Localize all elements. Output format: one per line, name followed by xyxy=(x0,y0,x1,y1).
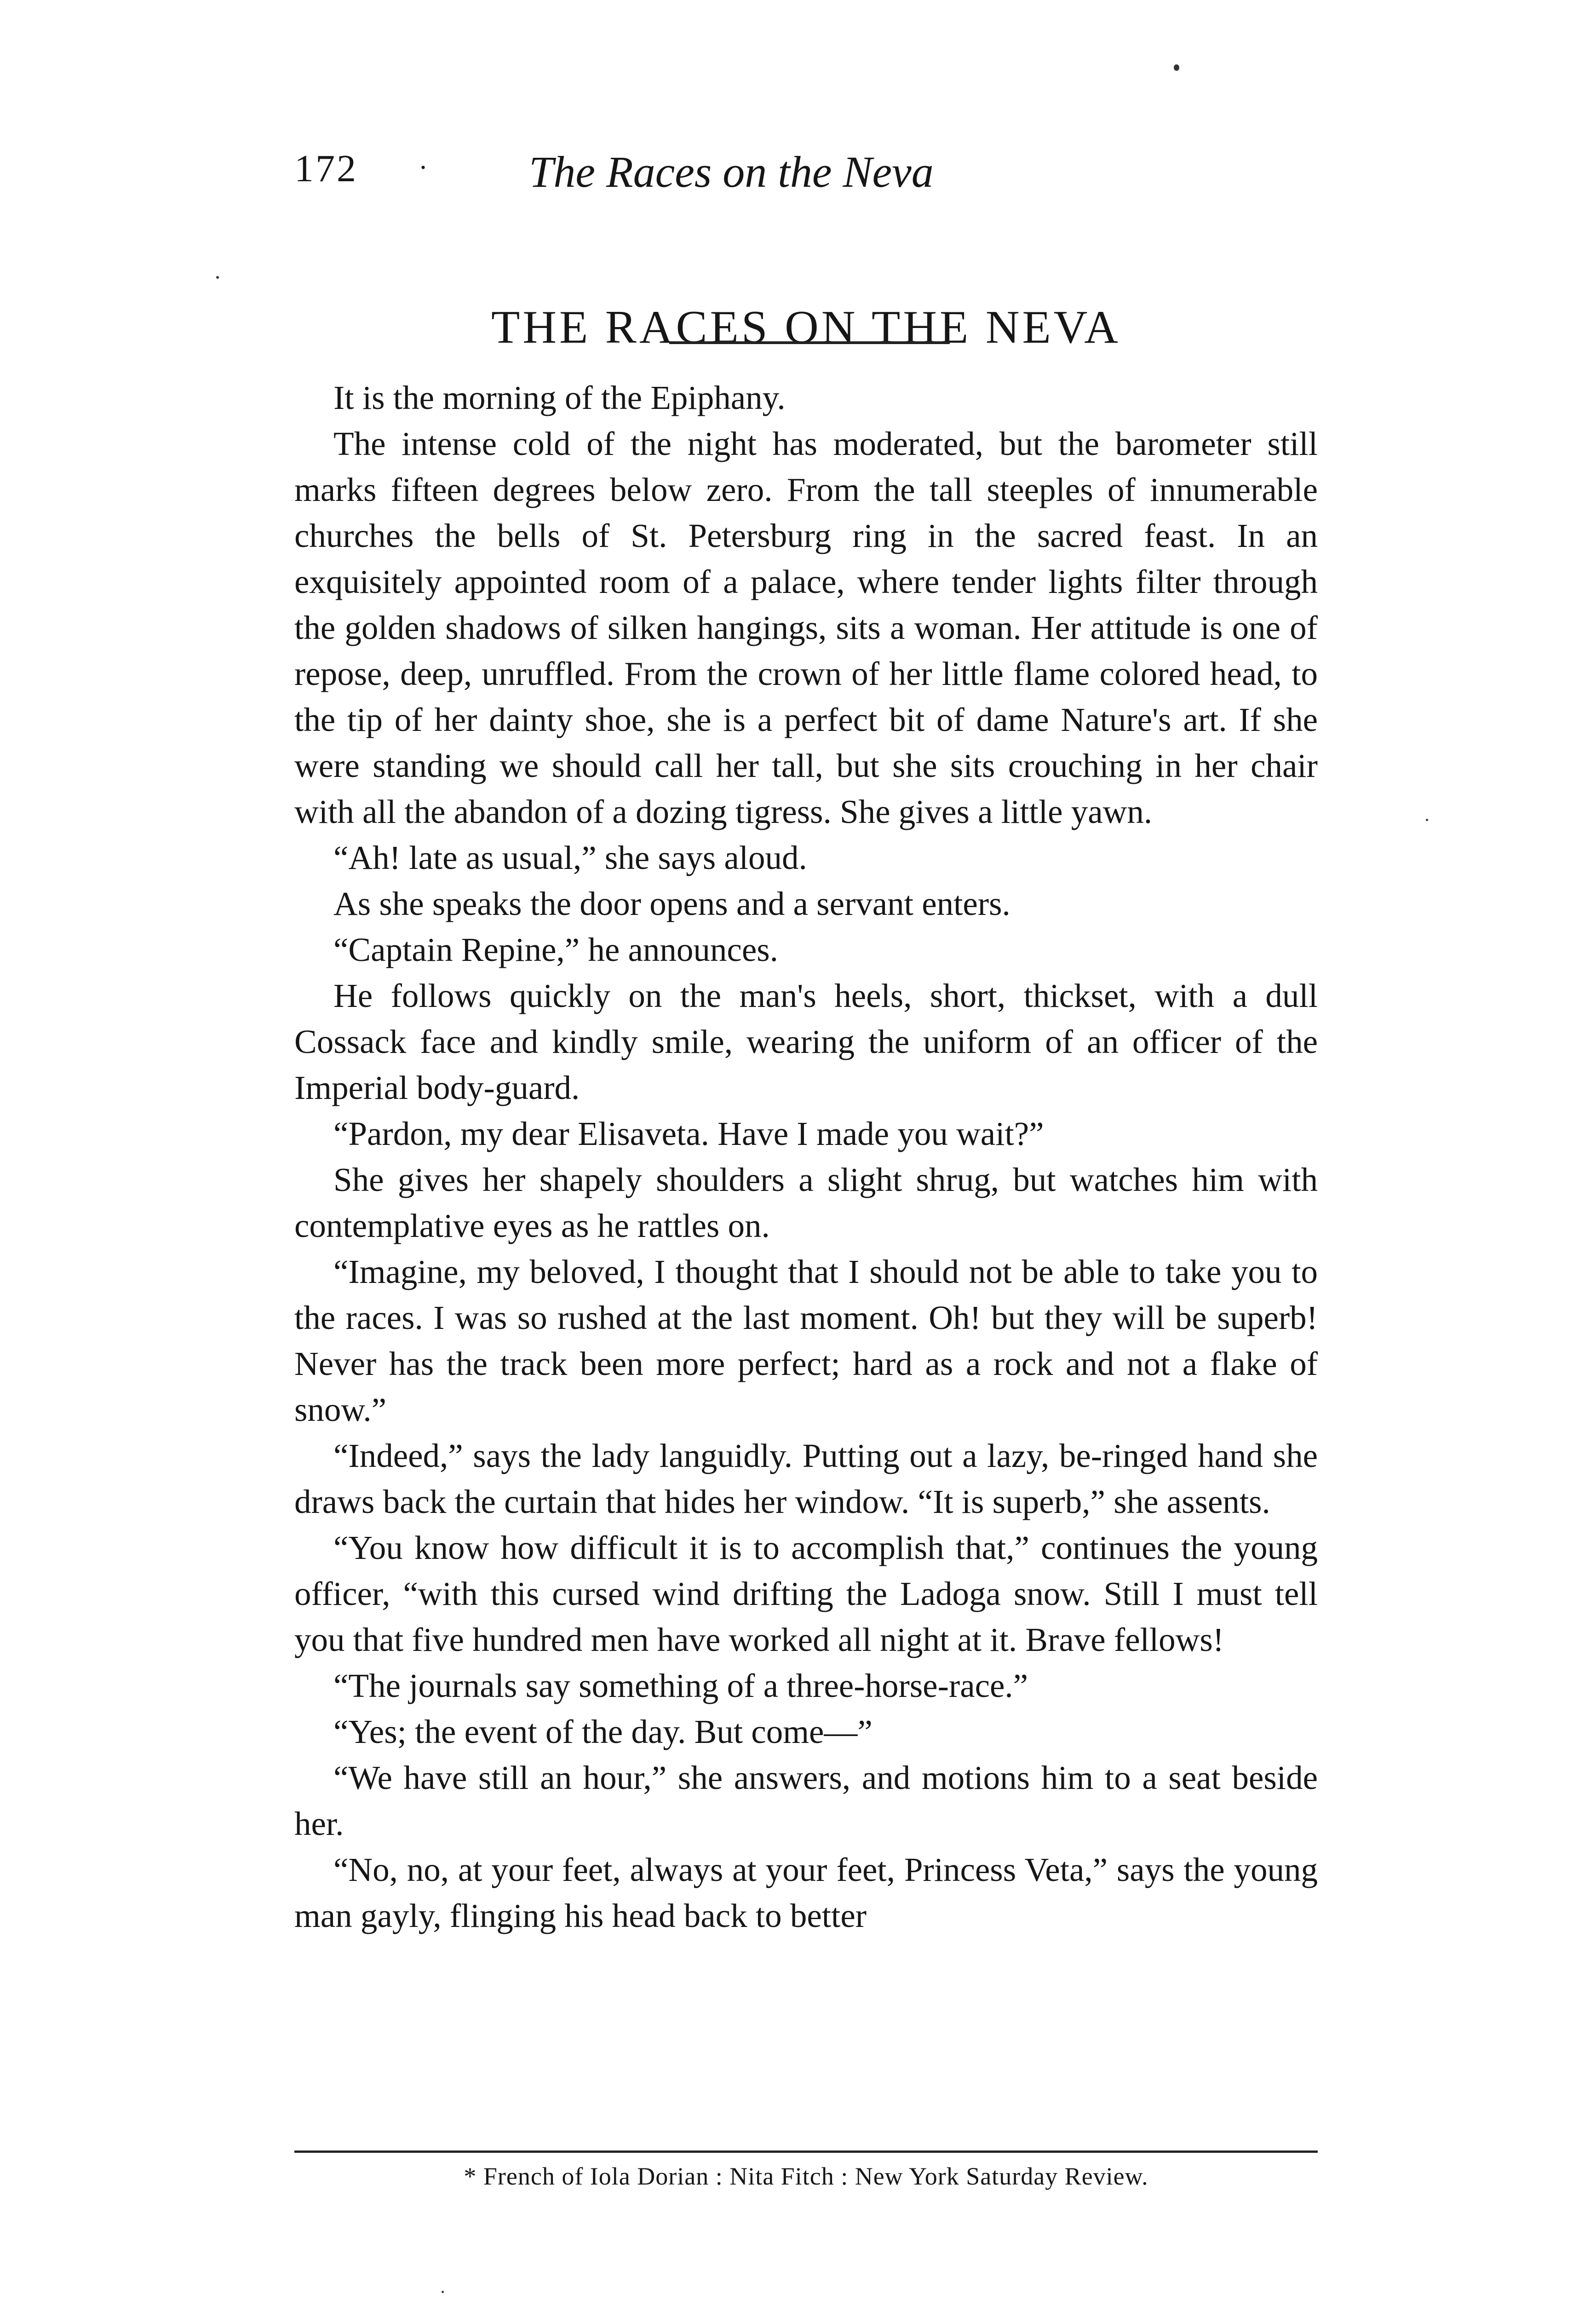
paragraph: He follows quickly on the man's heels, short, thickset, with a dull Cossack face and kindly smile, wearing the uniform of an officer of the Imperial body-guard. xyxy=(294,977,1318,1106)
footnote-rule xyxy=(294,2150,1318,2153)
body-text xyxy=(294,375,1318,1939)
paragraph: It is the morning of the Epiphany. xyxy=(333,379,786,416)
paragraph: “Imagine, my beloved, I thought that I should not be able to take you to the races. I was so rushed at the last moment. Oh! but they will be superb! Never has the track been more perfect; hard as a rock and not a flake of snow.” xyxy=(294,1253,1318,1428)
paragraph: “Pardon, my dear Elisaveta. Have I made you wait?” xyxy=(333,1115,1044,1152)
paragraph: “Captain Repine,” he announces. xyxy=(333,931,778,968)
chapter-title: THE RACES ON THE NEVA xyxy=(491,301,1121,354)
running-head-separator: · xyxy=(419,152,428,183)
running-title: The Races on the Neva xyxy=(529,147,934,196)
paragraph: “Indeed,” says the lady languidly. Putting out a lazy, be-ringed hand she draws back the curtain that hides her window. “It is superb,” she assents. xyxy=(294,1437,1318,1520)
paper-speck xyxy=(1426,819,1428,821)
title-rule xyxy=(669,341,950,344)
paragraph: “You know how difficult it is to accomplish that,” continues the young officer, “with this cursed wind drifting the Ladoga snow. Still I must tell you that five hundred men have worked all night at it. Brave fellows! xyxy=(294,1529,1318,1658)
paragraph: “We have still an hour,” she answers, and motions him to a seat beside her. xyxy=(294,1759,1318,1842)
paper-speck xyxy=(216,276,219,279)
paragraph: “No, no, at your feet, always at your feet, Princess Veta,” says the young man gayly, flinging his head back to better xyxy=(294,1851,1318,1934)
paragraph: As she speaks the door opens and a servant enters. xyxy=(333,885,1010,922)
paper-speck xyxy=(1174,64,1179,71)
paragraph: The intense cold of the night has moderated, but the barometer still marks fifteen degrees below zero. From the tall steeples of innumerable churches the bells of St. Petersburg ring in the sacred feast. In an exquisitely appointed room of a palace, where tender lights filter through the golden shadows of silken hangings, sits a woman. Her attitude is one of repose, deep, unruffled. From the crown of her little flame colored head, to the tip of her dainty shoe, she is a perfect bit of dame Nature's art. If she were standing we should call her tall, but she sits crouching in her chair with all the abandon of a dozing tigress. She gives a little yawn. xyxy=(294,425,1318,830)
paragraph: She gives her shapely shoulders a slight shrug, but watches him with contemplative eyes as he rattles on. xyxy=(294,1161,1318,1244)
paragraph: “Yes; the event of the day. But come—” xyxy=(333,1713,873,1750)
paper-speck xyxy=(442,2291,444,2293)
footnote: * French of Iola Dorian : Nita Fitch : New York Saturday Review. xyxy=(464,2162,1148,2190)
page-number: 172 xyxy=(294,147,358,190)
paragraph: “The journals say something of a three-horse-race.” xyxy=(333,1667,1028,1704)
paragraph: “Ah! late as usual,” she says aloud. xyxy=(333,839,807,876)
running-head xyxy=(0,146,1596,201)
